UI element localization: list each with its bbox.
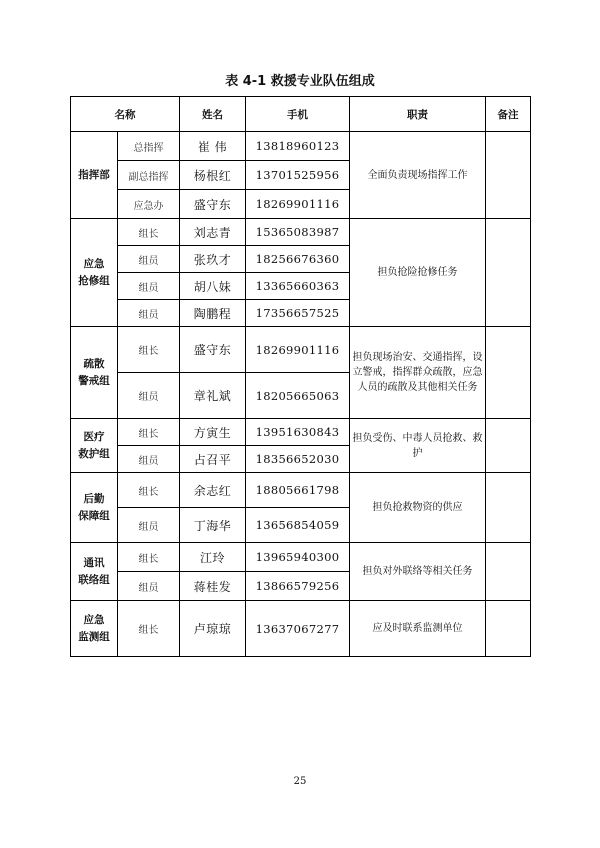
member-role: 组长 xyxy=(118,419,180,446)
group-duty: 全面负责现场指挥工作 xyxy=(350,132,486,219)
member-phone: 18269901116 xyxy=(246,190,350,219)
member-name: 蒋桂发 xyxy=(180,572,246,601)
group-duty: 担负受伤、中毒人员抢救、救护 xyxy=(350,419,486,473)
member-role: 应急办 xyxy=(118,190,180,219)
member-role: 组员 xyxy=(118,246,180,273)
rescue-team-table xyxy=(70,96,531,657)
table-header-row xyxy=(71,97,531,132)
member-phone: 18256676360 xyxy=(246,246,350,273)
group-duty: 担负对外联络等相关任务 xyxy=(350,543,486,601)
member-role: 组长 xyxy=(118,219,180,246)
member-phone: 18356652030 xyxy=(246,446,350,473)
group-name: 医疗 救护组 xyxy=(71,419,118,473)
member-role: 组员 xyxy=(118,273,180,300)
member-name: 刘志青 xyxy=(180,219,246,246)
member-name: 崔 伟 xyxy=(180,132,246,161)
member-name: 卢琼琼 xyxy=(180,601,246,657)
member-phone: 13656854059 xyxy=(246,508,350,543)
header-remark: 备注 xyxy=(486,97,531,132)
group-remark xyxy=(486,132,531,219)
member-name: 陶鹏程 xyxy=(180,300,246,327)
member-name: 余志红 xyxy=(180,473,246,508)
group-name: 通讯 联络组 xyxy=(71,543,118,601)
member-phone: 18805661798 xyxy=(246,473,350,508)
member-phone: 18205665063 xyxy=(246,373,350,419)
member-name: 方寅生 xyxy=(180,419,246,446)
member-role: 组员 xyxy=(118,300,180,327)
group-name: 疏散 警戒组 xyxy=(71,327,118,419)
member-role: 总指挥 xyxy=(118,132,180,161)
group-duty: 应及时联系监测单位 xyxy=(350,601,486,657)
group-remark xyxy=(486,601,531,657)
group-remark xyxy=(486,327,531,419)
member-name: 盛守东 xyxy=(180,190,246,219)
group-duty: 担负现场治安、交通指挥，设立警戒，指挥群众疏散，应急人员的疏散及其他相关任务 xyxy=(350,327,486,419)
member-phone: 17356657525 xyxy=(246,300,350,327)
member-phone: 13951630843 xyxy=(246,419,350,446)
group-name: 应急 抢修组 xyxy=(71,219,118,327)
table-row xyxy=(71,132,531,161)
member-phone: 13818960123 xyxy=(246,132,350,161)
table-body xyxy=(71,132,531,657)
member-name: 盛守东 xyxy=(180,327,246,373)
member-name: 张玖才 xyxy=(180,246,246,273)
member-phone: 18269901116 xyxy=(246,327,350,373)
member-phone: 13866579256 xyxy=(246,572,350,601)
member-role: 副总指挥 xyxy=(118,161,180,190)
group-remark xyxy=(486,543,531,601)
member-name: 占召平 xyxy=(180,446,246,473)
member-role: 组员 xyxy=(118,446,180,473)
member-role: 组长 xyxy=(118,327,180,373)
table-row xyxy=(71,601,531,657)
member-name: 丁海华 xyxy=(180,508,246,543)
member-role: 组长 xyxy=(118,473,180,508)
header-phone: 手机 xyxy=(246,97,350,132)
table-row xyxy=(71,327,531,373)
table-row xyxy=(71,473,531,508)
member-name: 江玲 xyxy=(180,543,246,572)
group-remark xyxy=(486,473,531,543)
table-row xyxy=(71,419,531,446)
table-caption: 表 4-1 救援专业队伍组成 xyxy=(225,74,375,89)
member-role: 组长 xyxy=(118,543,180,572)
group-remark xyxy=(486,419,531,473)
member-name: 杨根红 xyxy=(180,161,246,190)
member-role: 组员 xyxy=(118,373,180,419)
member-role: 组员 xyxy=(118,572,180,601)
group-remark xyxy=(486,219,531,327)
member-phone: 13637067277 xyxy=(246,601,350,657)
member-phone: 13701525956 xyxy=(246,161,350,190)
member-name: 胡八妹 xyxy=(180,273,246,300)
page-number: 25 xyxy=(293,776,307,787)
table-row xyxy=(71,219,531,246)
group-name: 指挥部 xyxy=(71,132,118,219)
header-duty: 职责 xyxy=(350,97,486,132)
member-phone: 13965940300 xyxy=(246,543,350,572)
header-person: 姓名 xyxy=(180,97,246,132)
group-duty: 担负抢救物资的供应 xyxy=(350,473,486,543)
group-duty: 担负抢险抢修任务 xyxy=(350,219,486,327)
member-name: 章礼斌 xyxy=(180,373,246,419)
header-name: 名称 xyxy=(71,97,180,132)
group-name: 后勤 保障组 xyxy=(71,473,118,543)
group-name: 应急 监测组 xyxy=(71,601,118,657)
member-role: 组长 xyxy=(118,601,180,657)
member-role: 组员 xyxy=(118,508,180,543)
table-row xyxy=(71,543,531,572)
member-phone: 13365660363 xyxy=(246,273,350,300)
member-phone: 15365083987 xyxy=(246,219,350,246)
